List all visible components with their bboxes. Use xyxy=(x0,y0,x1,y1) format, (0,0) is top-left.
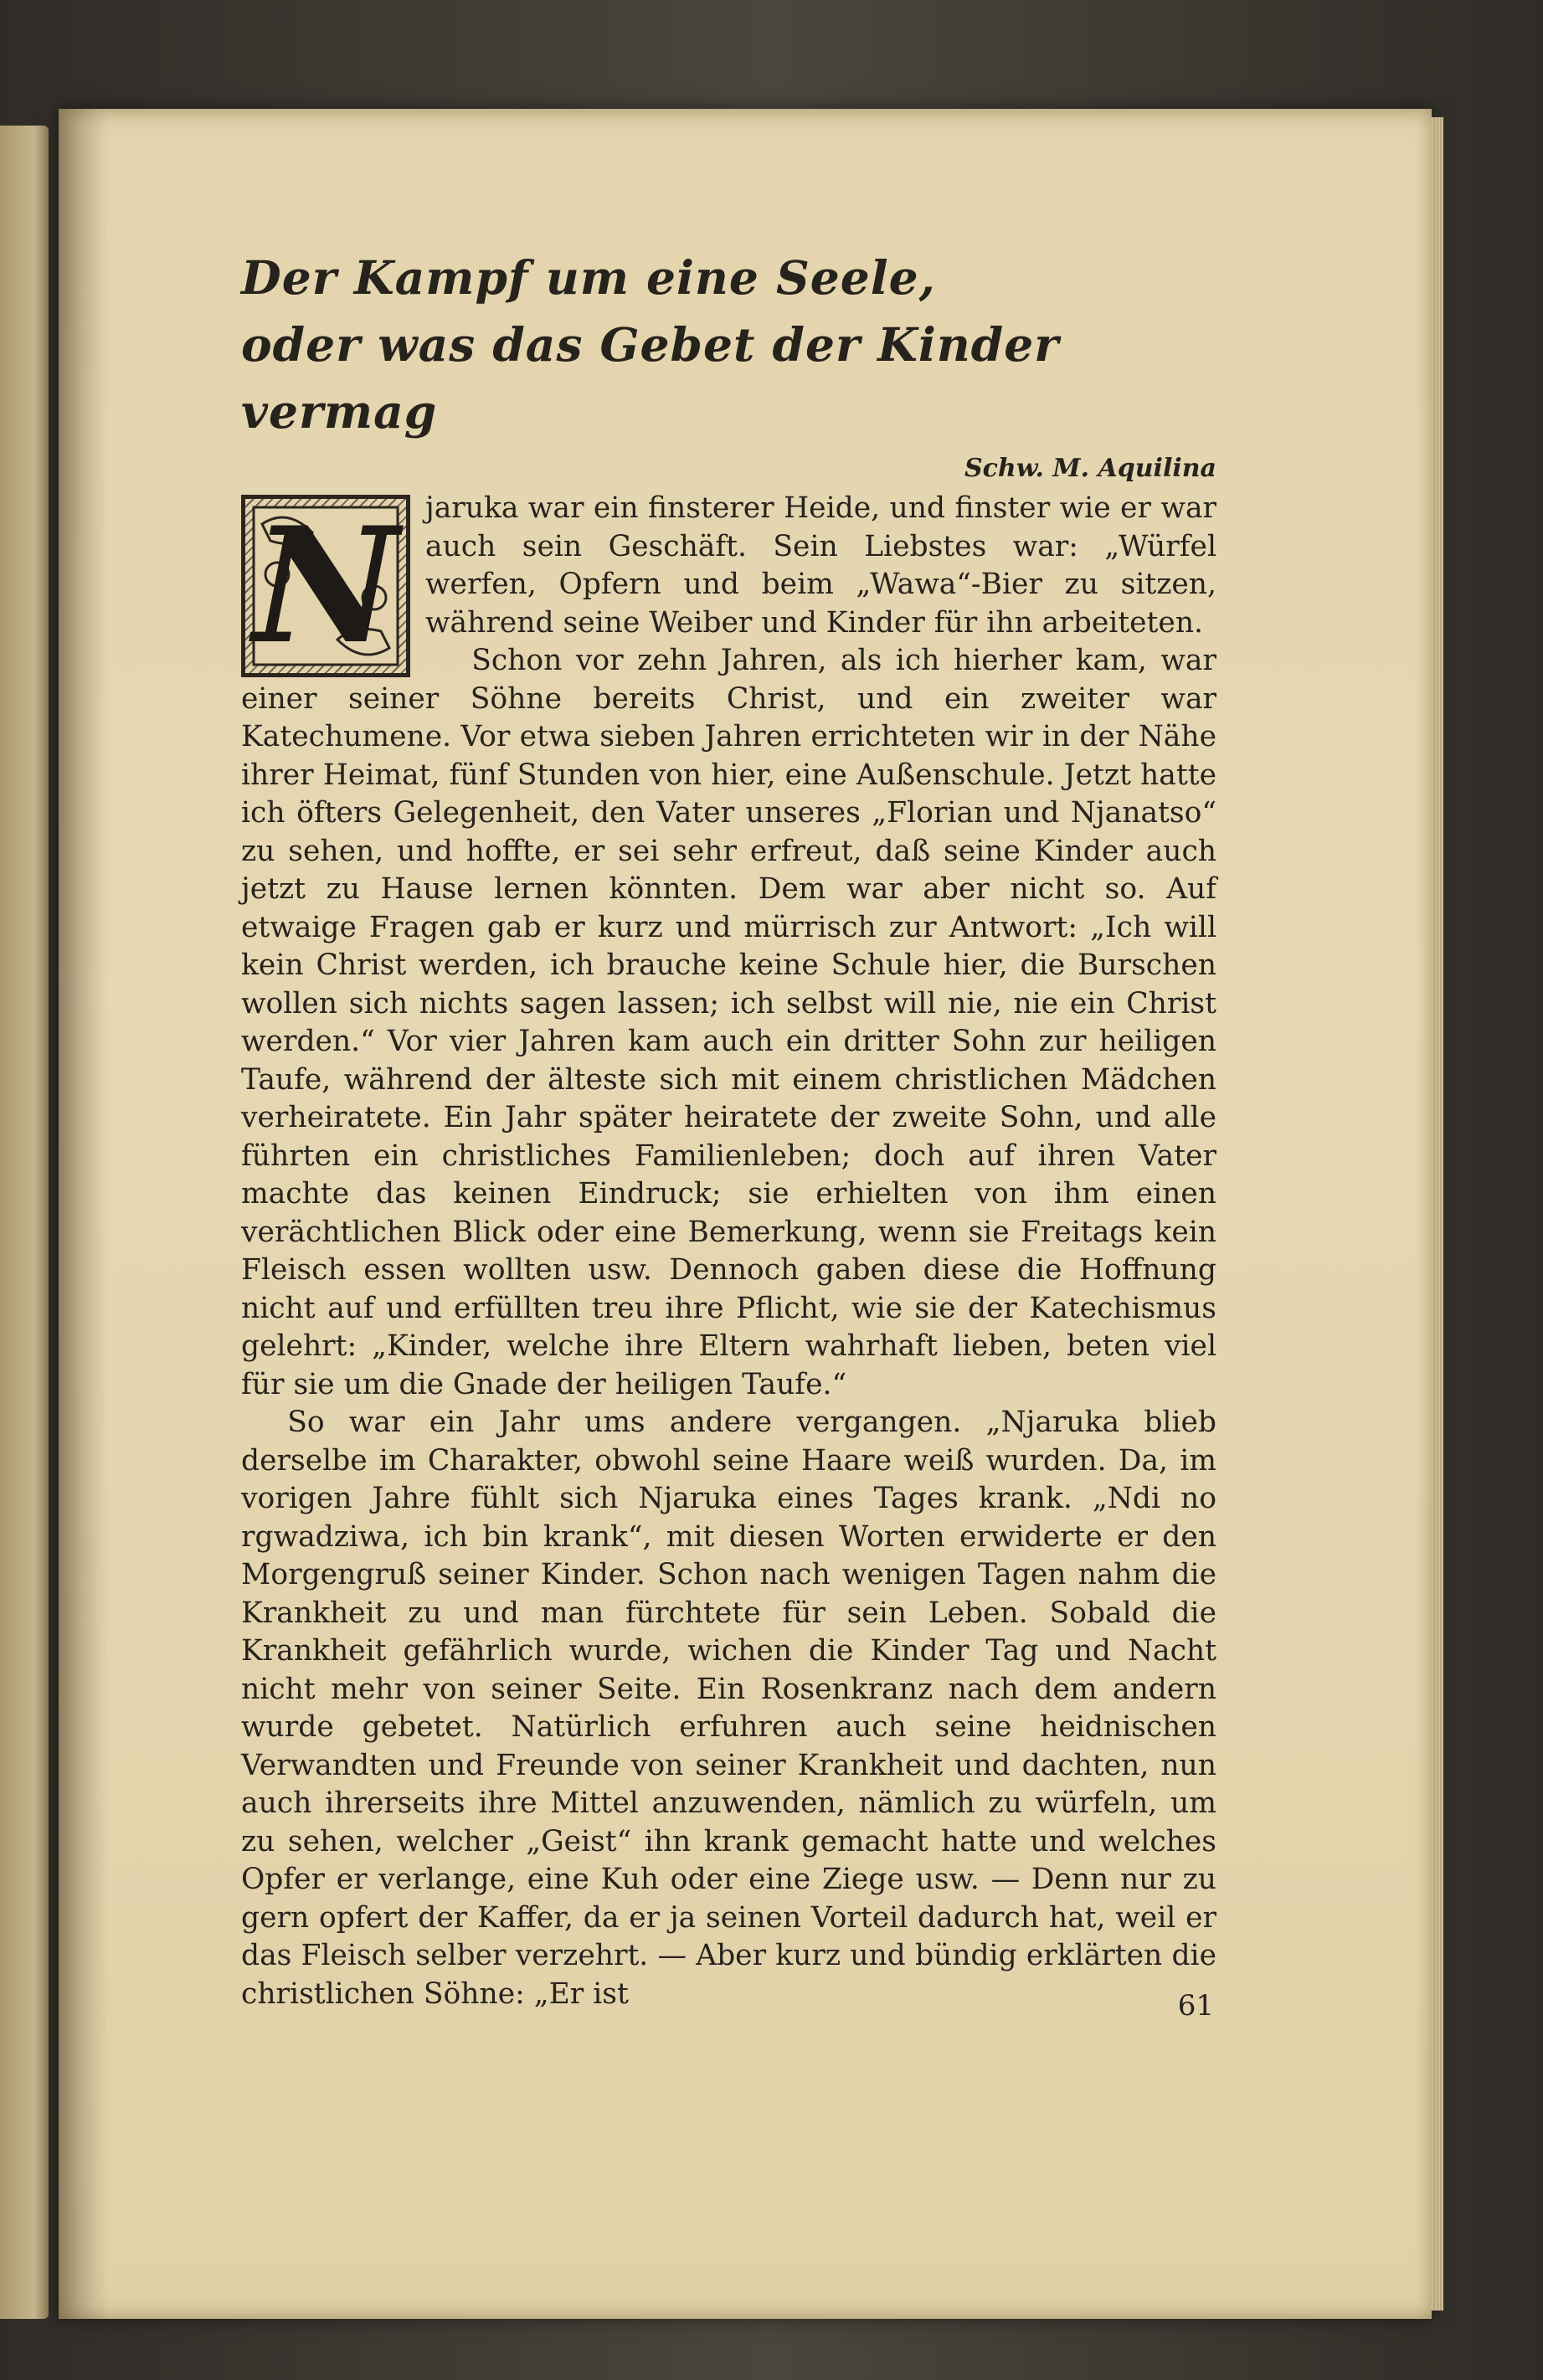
spine-gutter xyxy=(59,109,109,2319)
facing-page-edge xyxy=(0,126,49,2319)
paragraph: jaruka war ein finsterer Heide, und finster wie er war auch sein Geschäft. Sein Liebstes war: „Würfel werfen, Opfern und beim „Wawa“-Bier zu sitzen, während seine Weiber und Kinder für ihn arbeiteten. xyxy=(425,491,1216,640)
paragraph: Schon vor zehn Jahren, als ich hierher kam, war einer seiner Söhne bereits Christ, und ein zweiter war Katechumene. Vor etwa sieben Jahren errichteten wir in der Nähe ihrer Heimat, fünf Stunden von hier, eine Außenschule. Jetzt hatte ich öfters Gelegenheit, den Vater unseres „Florian und Njanatso“ zu sehen, und hoffte, er sei sehr erfreut, daß seine Kinder auch jetzt zu Hause lernen könnten. Dem war aber nicht so. Auf etwaige Fragen gab er kurz und mürrisch zur Antwort: „Ich will kein Christ werden, ich brauche keine Schule hier, die Burschen wollen sich nichts sagen lassen; ich selbst will nie, nie ein Christ werden.“ Vor vier Jahren kam auch ein dritter Sohn zur heiligen Taufe, während der älteste sich mit einem christlichen Mädchen verheiratete. Ein Jahr später heiratete der zweite Sohn, und alle führten ein christliches Familienleben; doch auf ihren Vater machte das keinen Eindruck; sie erhielten von ihm einen verächtlichen Blick oder eine Bemerkung, wenn sie Freitags kein Fleisch essen wollten usw. Dennoch gaben diese die Hoffnung nicht auf und erfüllten treu ihre Pflicht, wie sie der Katechismus gelehrt: „Kinder, welche ihre Eltern wahrhaft lieben, beten viel für sie um die Gnade der heiligen Taufe.“ xyxy=(241,644,1216,1401)
article xyxy=(241,244,1216,2013)
page-stack-edge xyxy=(1432,117,1443,2311)
author-byline: Schw. M. Aquilina xyxy=(964,454,1216,483)
drop-cap-ornament xyxy=(241,492,410,679)
title-line-2: oder was das Gebet der Kinder vermag xyxy=(241,317,1060,439)
article-body xyxy=(241,490,1216,2013)
drop-cap-letter: N xyxy=(253,492,399,679)
page-number: 61 xyxy=(1177,1989,1214,2023)
title-line-1: Der Kampf um eine Seele, xyxy=(241,250,936,305)
paragraph: So war ein Jahr ums andere vergangen. „Njaruka blieb derselbe im Charakter, obwohl seine Haare weiß wurden. Da, im vorigen Jahre fühlt sich Njaruka eines Tages krank. „Ndi no rgwadziwa, ich bin krank“, mit diesen Worten erwiderte er den Morgengruß seiner Kinder. Schon nach wenigen Tagen nahm die Krankheit zu und man fürchtete für sein Leben. Sobald die Krankheit gefährlich wurde, wichen die Kinder Tag und Nacht nicht mehr von seiner Seite. Ein Rosenkranz nach dem andern wurde gebetet. Natürlich erfuhren auch seine heidnischen Verwandten und Freunde von seiner Krankheit und dachten, nun auch ihrerseits ihre Mittel anzuwenden, nämlich zu würfeln, um zu sehen, welcher „Geist“ ihn krank gemacht hatte und welches Opfer er verlange, eine Kuh oder eine Ziege usw. — Denn nur zu gern opfert der Kaffer, da er ja seinen Vorteil dadurch hat, weil er das Fleisch selber verzehrt. — Aber kurz und bündig erklärten die christlichen Söhne: „Er ist xyxy=(241,1406,1216,2011)
article-title xyxy=(241,244,1216,445)
